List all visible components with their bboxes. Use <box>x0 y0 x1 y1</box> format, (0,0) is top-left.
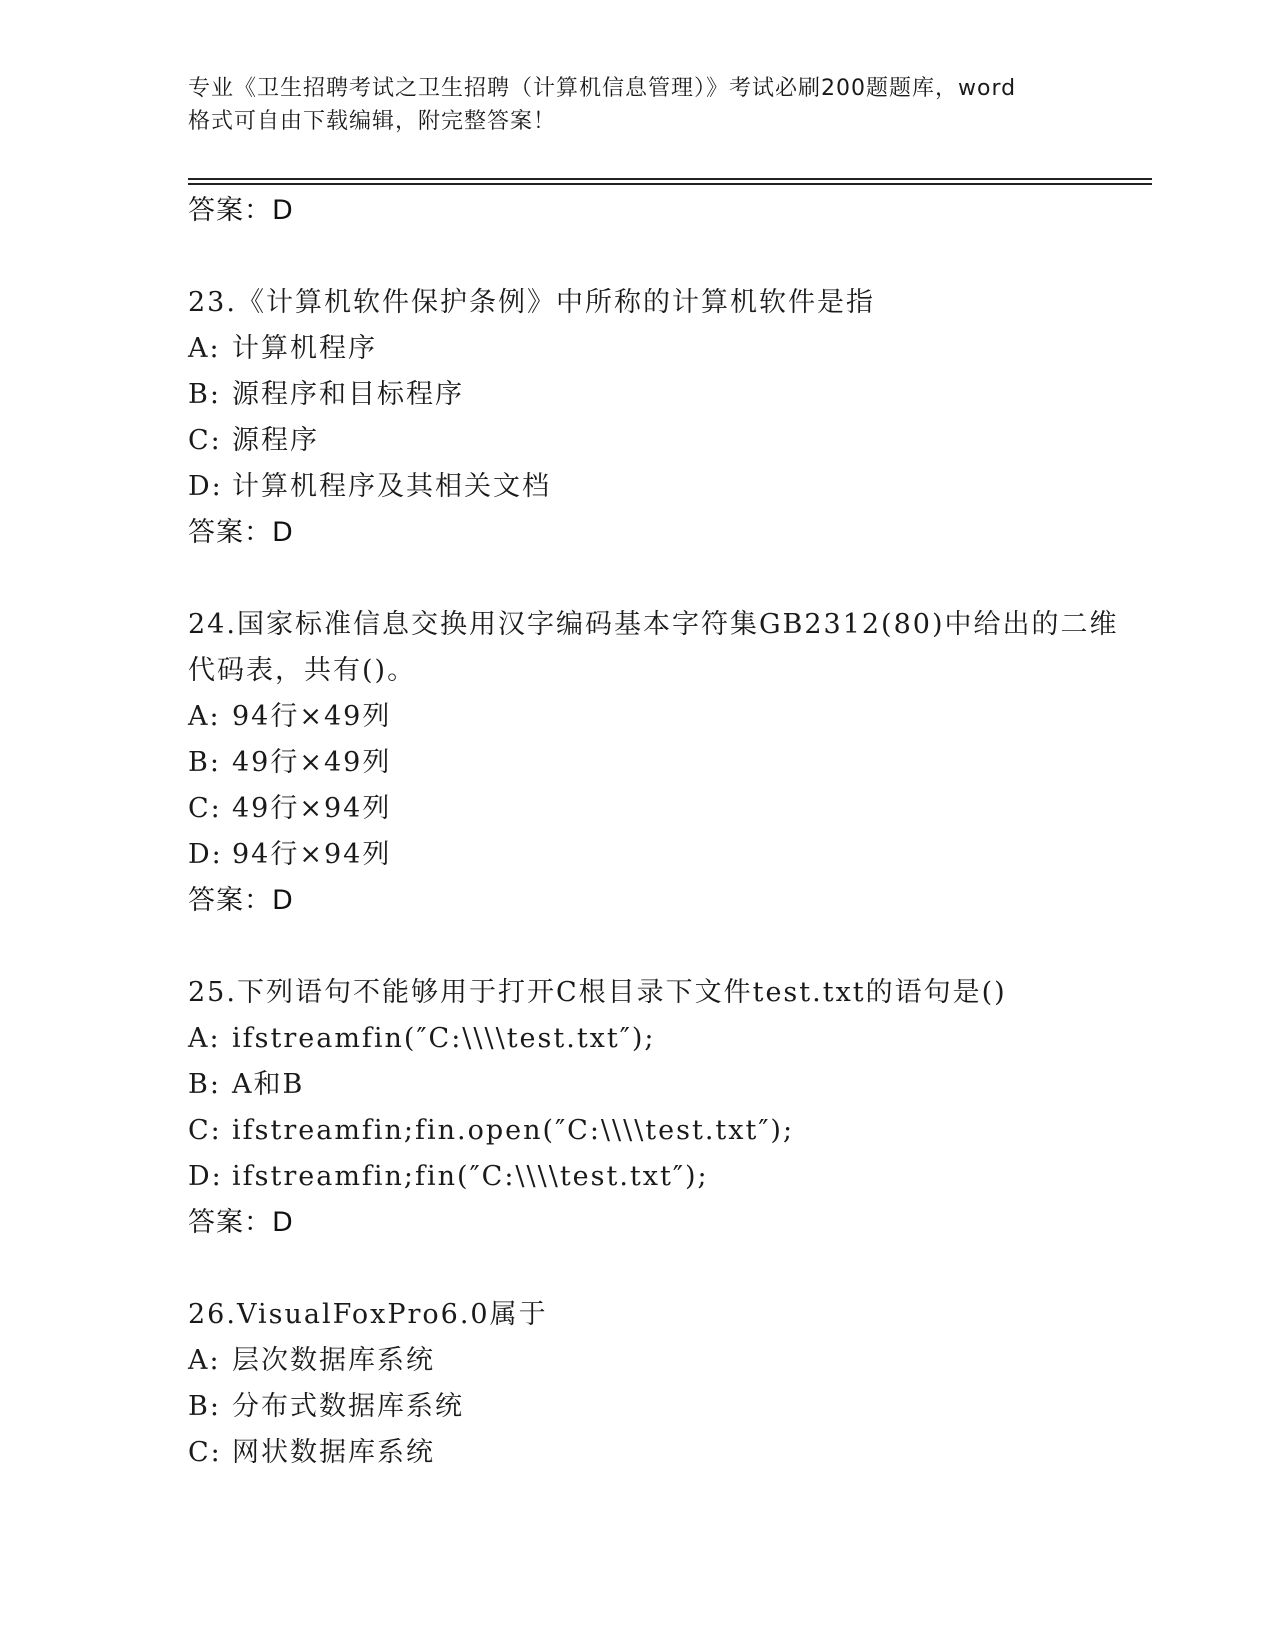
option-b <box>188 740 1088 786</box>
option-c <box>188 786 1088 832</box>
option-key: B: <box>188 379 221 410</box>
header-line-1: 专业《卫生招聘考试之卫生招聘（计算机信息管理）》考试必刷200题题库，word <box>188 76 1017 101</box>
option-text: ifstreamfin;fin(″C:\\\\test.txt″); <box>232 1161 709 1192</box>
option-b <box>188 1384 1088 1430</box>
option-key: A: <box>188 1345 221 1376</box>
question-text-line-2: 代码表，共有()。 <box>188 655 417 686</box>
option-text: 分布式数据库系统 <box>232 1391 464 1422</box>
option-key: C: <box>188 1437 222 1468</box>
option-text: 94行×49列 <box>232 701 392 732</box>
option-key: A: <box>188 701 221 732</box>
option-c <box>188 418 1088 464</box>
answer-line: 答案：D <box>188 517 294 548</box>
option-a <box>188 1016 1088 1062</box>
question-text: 26.VisualFoxPro6.0属于 <box>188 1299 548 1330</box>
question-text-line-1: 24.国家标准信息交换用汉字编码基本字符集GB2312(80)中给出的二维 <box>188 609 1119 640</box>
option-text: 计算机程序 <box>232 333 377 364</box>
option-key: A: <box>188 1023 221 1054</box>
answer-line: 答案：D <box>188 195 294 226</box>
question-23 <box>188 280 1088 556</box>
option-c <box>188 1108 1088 1154</box>
option-a <box>188 1338 1088 1384</box>
option-c <box>188 1430 1088 1476</box>
option-text: A和B <box>232 1069 305 1100</box>
option-key: D: <box>188 839 223 870</box>
option-key: B: <box>188 1391 221 1422</box>
option-d <box>188 832 1088 878</box>
option-key: C: <box>188 1115 222 1146</box>
option-text: 49行×94列 <box>232 793 392 824</box>
question-25 <box>188 970 1088 1246</box>
option-b <box>188 1062 1088 1108</box>
option-text: 网状数据库系统 <box>232 1437 435 1468</box>
question-24 <box>188 602 1119 924</box>
option-key: D: <box>188 471 223 502</box>
option-key: A: <box>188 333 221 364</box>
header-line-2: 格式可自由下载编辑，附完整答案！ <box>188 109 557 134</box>
option-key: C: <box>188 425 222 456</box>
option-text: 49行×49列 <box>232 747 392 778</box>
question-26 <box>188 1292 1088 1476</box>
option-key: B: <box>188 1069 221 1100</box>
option-text: 源程序和目标程序 <box>232 379 464 410</box>
option-text: ifstreamfin(″C:\\\\test.txt″); <box>232 1023 656 1054</box>
option-d <box>188 1154 1088 1200</box>
option-b <box>188 372 1088 418</box>
option-key: C: <box>188 793 222 824</box>
answer-line: 答案：D <box>188 1207 294 1238</box>
option-key: D: <box>188 1161 223 1192</box>
header-rule-top <box>188 178 1152 180</box>
option-text: 计算机程序及其相关文档 <box>232 471 551 502</box>
header-rule-bottom <box>188 183 1152 185</box>
document-header <box>188 72 1088 138</box>
option-d <box>188 464 1088 510</box>
option-a <box>188 326 1088 372</box>
option-a <box>188 694 1088 740</box>
question-text: 23.《计算机软件保护条例》中所称的计算机软件是指 <box>188 287 875 318</box>
option-text: 层次数据库系统 <box>232 1345 435 1376</box>
option-text: ifstreamfin;fin.open(″C:\\\\test.txt″); <box>232 1115 795 1146</box>
question-list <box>188 188 1119 1476</box>
option-text: 源程序 <box>232 425 319 456</box>
option-key: B: <box>188 747 221 778</box>
question-text: 25.下列语句不能够用于打开C根目录下文件test.txt的语句是() <box>188 977 1007 1008</box>
option-text: 94行×94列 <box>232 839 392 870</box>
answer-line: 答案：D <box>188 885 294 916</box>
